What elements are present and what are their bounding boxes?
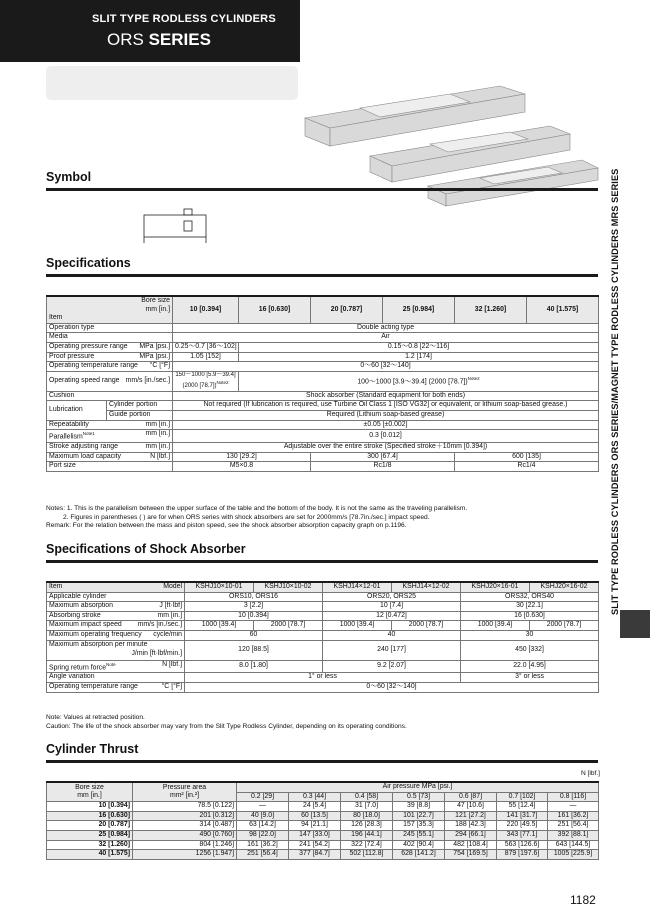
cell-value: 147 [33.0]: [289, 830, 341, 840]
cell-value: 1.05 [152]: [173, 352, 239, 362]
row-label: 20 [0.787]: [47, 821, 133, 831]
cell-value: 8.0 [1.80]: [185, 660, 323, 673]
cell-value: ORS32, ORS40: [461, 592, 599, 602]
cell-value: 12 [0.472]: [323, 611, 461, 621]
cell-value: 1.2 [174]: [239, 352, 599, 362]
cell-value: Shock absorber (Standard equipment for both ends): [173, 391, 599, 401]
row-label: Operating temperature range °C [°F]: [47, 362, 173, 372]
row-label: Maximum operating frequency cycle/min: [47, 630, 185, 640]
spec-notes: Notes: 1. This is the parallelism between the upper surface of the table and the bottom of the body. It is not the same as the traveling parallelism. 2. Figures in parentheses ( ) are for when ORS series with shock absorbers are set for 2000mm/s [78.7in./sec.] impact speed. Remark: For the relation between the mass and piston speed, see the shock absorber absorption capacity graph on p.1196.: [46, 505, 468, 530]
row-label: Proof pressure MPa [psi.]: [47, 352, 173, 362]
header-cell: 20 [0.787]: [311, 296, 383, 323]
row-label: Lubrication: [47, 401, 107, 420]
cell-value: 201 [0.312]: [133, 811, 237, 821]
header-cell: Bore size mm [in.] Item: [47, 296, 173, 323]
cell-value: 241 [54.2]: [289, 840, 341, 850]
cell-value: 0.25～0.7 [36～102]: [173, 342, 239, 352]
side-tab-label: SLIT TYPE RODLESS CYLINDERS ORS SERIES/MAGNET TYPE RODLESS CYLINDERS MRS SERIES: [610, 168, 620, 615]
cell-value: 628 [141.2]: [393, 850, 445, 860]
cell-value: 157 [35.3]: [393, 821, 445, 831]
cell-value: 220 [49.5]: [497, 821, 548, 831]
cell-value: 0～60 [32～140]: [185, 683, 599, 693]
row-label: Repeatability mm [in.]: [47, 420, 173, 430]
cell-value: 24 [5.4]: [289, 802, 341, 812]
cell-value: 754 [169.5]: [445, 850, 497, 860]
cell-value: 10 [0.394]: [185, 611, 323, 621]
section-rule: [46, 560, 598, 563]
cell-value: 31 [7.0]: [341, 802, 393, 812]
row-label: 25 [0.984]: [47, 830, 133, 840]
cell-value: 0～60 [32～140]: [173, 362, 599, 372]
cylinder-symbol-icon: [140, 205, 210, 245]
cell-value: 251 [56.4]: [237, 850, 289, 860]
thrust-unit-label: N [lbf.]: [580, 770, 600, 777]
header-cell: KSHJ10×10-02: [254, 582, 323, 592]
row-label: 32 [1.260]: [47, 840, 133, 850]
cell-value: 47 [10.6]: [445, 802, 497, 812]
cell-value: 126 [28.3]: [341, 821, 393, 831]
cell-value: 30: [461, 630, 599, 640]
cell-value: 150～1000 [5.9～39.4] (2000 [78.7])$^{Note2}$: [173, 371, 239, 391]
row-label: Operation type: [47, 323, 173, 333]
row-label: Operating temperature range °C [°F]: [47, 683, 185, 693]
header-cell: 25 [0.984]: [383, 296, 455, 323]
side-tab: [602, 150, 650, 620]
cell-value: 377 [84.7]: [289, 850, 341, 860]
page-header: [0, 0, 300, 62]
section-rule: [46, 188, 598, 191]
cell-value: 804 [1.246]: [133, 840, 237, 850]
shock-absorber-table: [46, 581, 599, 693]
cell-value: 60: [185, 630, 323, 640]
header-cell: 10 [0.394]: [173, 296, 239, 323]
cell-value: 392 [88.1]: [548, 830, 599, 840]
cell-value: 314 [0.487]: [133, 821, 237, 831]
cell-value: 120 [88.5]: [185, 640, 323, 660]
row-label: 10 [0.394]: [47, 802, 133, 812]
cell-value: ORS10, ORS16: [185, 592, 323, 602]
specifications-table: [46, 295, 599, 472]
cell-value: 0.15～0.8 [22～116]: [239, 342, 599, 352]
cell-value: Required (Lithium soap-based grease): [173, 410, 599, 420]
cell-value: Double acting type: [173, 323, 599, 333]
cell-value: Rc1/4: [455, 462, 599, 472]
header-cell: KSHJ14×12-01: [323, 582, 392, 592]
cell-value: 98 [22.0]: [237, 830, 289, 840]
cell-value: 1000 [39.4]: [185, 621, 254, 631]
cell-value: 294 [66.1]: [445, 830, 497, 840]
header-cell: 0.6 [87]: [445, 792, 497, 802]
cell-value: Air: [173, 333, 599, 343]
cell-value: 0.3 [0.012]: [173, 430, 599, 443]
cell-value: 1° or less: [185, 673, 461, 683]
cell-value: 30 [22.1]: [461, 602, 599, 612]
cell-value: 563 [126.6]: [497, 840, 548, 850]
cell-value: 240 [177]: [323, 640, 461, 660]
cell-value: 643 [144.5]: [548, 840, 599, 850]
cell-value: 16 [0.630]: [461, 611, 599, 621]
cell-value: 343 [77.1]: [497, 830, 548, 840]
row-label: Operating speed range mm/s [in./sec.]: [47, 371, 173, 391]
cell-value: ±0.05 [±0.002]: [173, 420, 599, 430]
cell-value: 1000 [39.4]: [461, 621, 530, 631]
row-label: Maximum load capacity N [lbf.]: [47, 452, 173, 462]
page-number: 1182: [570, 893, 596, 907]
row-label: Absorbing stroke mm [in.]: [47, 611, 185, 621]
cell-value: 55 [12.4]: [497, 802, 548, 812]
row-label: Maximum absorption per minute J/min [ft·lbf/min.]: [47, 640, 185, 660]
cell-value: 450 [332]: [461, 640, 599, 660]
cell-value: 3° or less: [461, 673, 599, 683]
header-title: SLIT TYPE RODLESS CYLINDERS: [92, 13, 276, 25]
header-cell: 40 [1.575]: [527, 296, 599, 323]
cell-value: 121 [27.2]: [445, 811, 497, 821]
header-cell: 0.3 [44]: [289, 792, 341, 802]
cell-value: 482 [108.4]: [445, 840, 497, 850]
cell-value: 94 [21.1]: [289, 821, 341, 831]
cell-value: 63 [14.2]: [237, 821, 289, 831]
cell-value: Rc1/8: [311, 462, 455, 472]
header-cell: KSHJ20×16-02: [530, 582, 599, 592]
cell-value: 1005 [225.9]: [548, 850, 599, 860]
section-rule: [46, 760, 598, 763]
cell-value: 490 [0.760]: [133, 830, 237, 840]
section-title-symbol: Symbol: [46, 170, 92, 184]
header-cell: 0.7 [102]: [497, 792, 548, 802]
cell-value: 40 [9.0]: [237, 811, 289, 821]
cell-value: 100～1000 [3.9～39.4] (2000 [78.7])$^{Note2}$: [239, 371, 599, 391]
cell-value: Adjustable over the entire stroke (Specified stroke＋10mm [0.394]): [173, 443, 599, 453]
row-label: Applicable cylinder: [47, 592, 185, 602]
cell-value: 22.0 [4.95]: [461, 660, 599, 673]
header-cell: Pressure area mm² [in.²]: [133, 782, 237, 802]
row-label: Stroke adjusting range mm [in.]: [47, 443, 173, 453]
row-label: Media: [47, 333, 173, 343]
cell-value: M5×0.8: [173, 462, 311, 472]
cell-value: 196 [44.1]: [341, 830, 393, 840]
cell-value: Not required (If lubrication is required, use Turbine Oil Class 1 [ISO VG32] or equivalent, or lithium soap-based grease.): [173, 401, 599, 411]
cell-value: 161 [36.2]: [237, 840, 289, 850]
cell-value: 2000 [78.7]: [392, 621, 461, 631]
cell-value: 1000 [39.4]: [323, 621, 392, 631]
row-label: Parallelism$^{Note1}$ mm [in.]: [47, 430, 173, 443]
header-cell: Item Model: [47, 582, 185, 592]
row-sublabel: Guide portion: [107, 410, 173, 420]
row-label: Maximum impact speed mm/s [in./sec.]: [47, 621, 185, 631]
row-label: 40 [1.575]: [47, 850, 133, 860]
cell-value: ORS20, ORS25: [323, 592, 461, 602]
side-tab-marker: [620, 610, 650, 638]
row-label: Angle variation: [47, 673, 185, 683]
cell-value: 2000 [78.7]: [530, 621, 599, 631]
header-cell: Air pressure MPa [psi.]: [237, 782, 599, 792]
header-cell: 0.2 [29]: [237, 792, 289, 802]
cell-value: 9.2 [2.07]: [323, 660, 461, 673]
cell-value: 245 [55.1]: [393, 830, 445, 840]
row-sublabel: Cylinder portion: [107, 401, 173, 411]
header-cell: 0.5 [73]: [393, 792, 445, 802]
cell-value: 300 [67.4]: [311, 452, 455, 462]
cell-value: 40: [323, 630, 461, 640]
cell-value: 78.5 [0.122]: [133, 802, 237, 812]
row-label: Port size: [47, 462, 173, 472]
cylinder-thrust-table: [46, 781, 599, 860]
shock-notes: Note: Values at retracted position. Caution: The life of the shock absorber may vary from the Slit Type Rodless Cylinder, depending on its operating conditions.: [46, 714, 407, 730]
row-label: Cushion: [47, 391, 173, 401]
note-box: [46, 66, 298, 100]
header-cell: 0.8 [116]: [548, 792, 599, 802]
cell-value: 879 [197.6]: [497, 850, 548, 860]
cell-value: 2000 [78.7]: [254, 621, 323, 631]
cell-value: 130 [29.2]: [173, 452, 311, 462]
cell-value: 161 [36.2]: [548, 811, 599, 821]
header-cell: 32 [1.260]: [455, 296, 527, 323]
row-label: 16 [0.630]: [47, 811, 133, 821]
series-title: ORS SERIES: [107, 30, 211, 49]
section-rule: [46, 274, 598, 277]
cell-value: 10 [7.4]: [323, 602, 461, 612]
section-title-cylinder-thrust: Cylinder Thrust: [46, 742, 139, 756]
cell-value: 101 [22.7]: [393, 811, 445, 821]
cell-value: 251 [56.4]: [548, 821, 599, 831]
row-label: Operating pressure range MPa [psi.]: [47, 342, 173, 352]
cell-value: —: [548, 802, 599, 812]
cell-value: 502 [112.8]: [341, 850, 393, 860]
cell-value: 141 [31.7]: [497, 811, 548, 821]
cell-value: 188 [42.3]: [445, 821, 497, 831]
cell-value: 402 [90.4]: [393, 840, 445, 850]
cell-value: 600 [135]: [455, 452, 599, 462]
row-label: Maximum absorption J [ft·lbf]: [47, 602, 185, 612]
header-cell: KSHJ10×10-01: [185, 582, 254, 592]
header-cell: KSHJ14×12-02: [392, 582, 461, 592]
cell-value: —: [237, 802, 289, 812]
cell-value: 1256 [1.947]: [133, 850, 237, 860]
section-title-specifications: Specifications: [46, 256, 131, 270]
product-image: [300, 78, 600, 218]
cell-value: 322 [72.4]: [341, 840, 393, 850]
cell-value: 3 [2.2]: [185, 602, 323, 612]
cell-value: 80 [18.0]: [341, 811, 393, 821]
header-cell: Bore size mm [in.]: [47, 782, 133, 802]
header-cell: 0.4 [58]: [341, 792, 393, 802]
row-label: Spring return force$^{Note}$ N [lbf.]: [47, 660, 185, 673]
cell-value: 60 [13.5]: [289, 811, 341, 821]
header-cell: KSHJ20×16-01: [461, 582, 530, 592]
section-title-shock-absorber: Specifications of Shock Absorber: [46, 542, 246, 556]
header-cell: 16 [0.630]: [239, 296, 311, 323]
cell-value: 39 [8.8]: [393, 802, 445, 812]
